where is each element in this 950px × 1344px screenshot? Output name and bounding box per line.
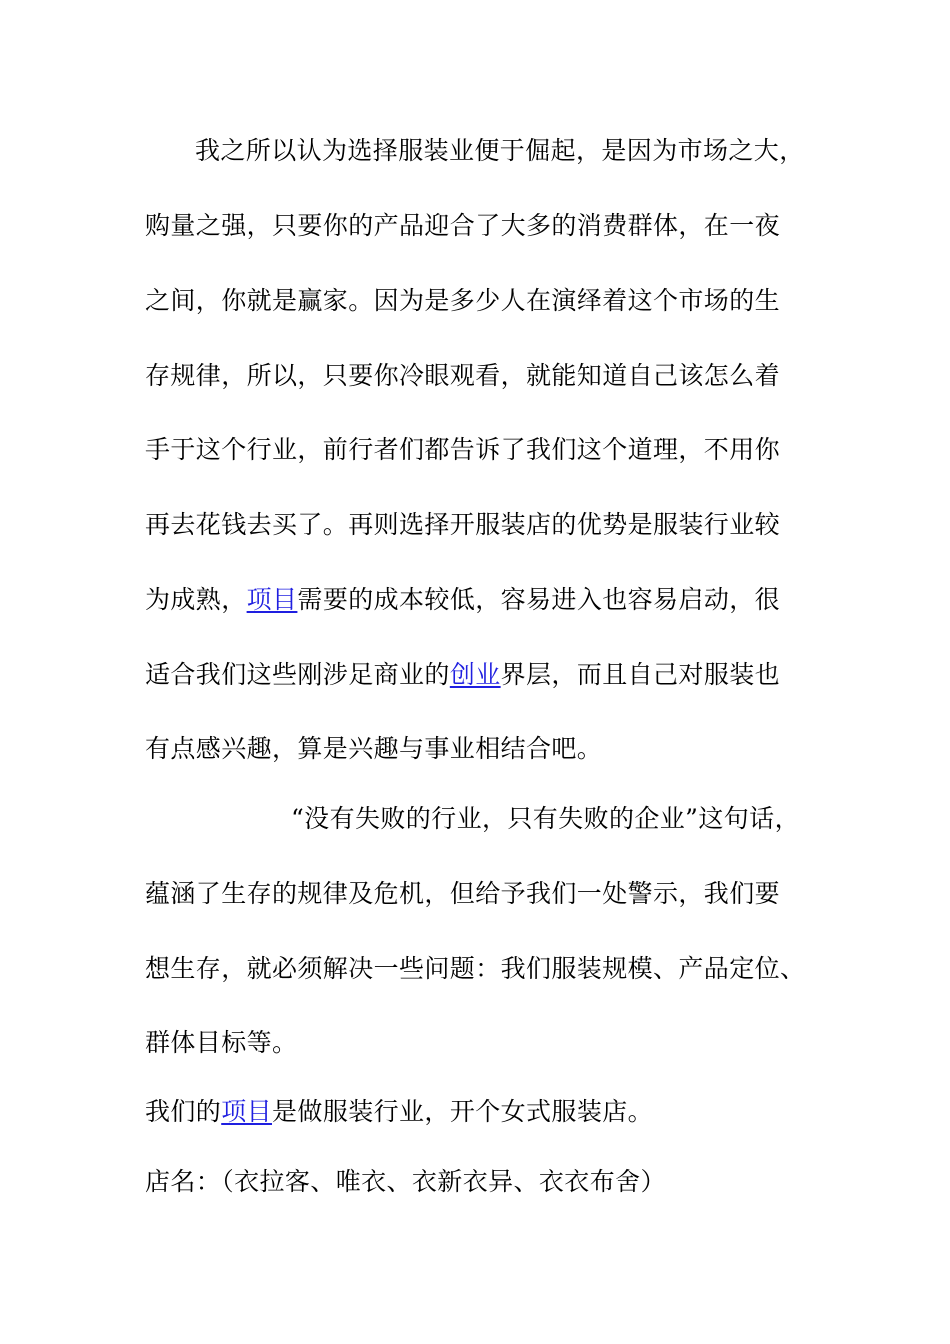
paragraph1-line5: 手于这个行业，前行者们都告诉了我们这个道理，不用你: [145, 435, 781, 464]
project-line-after: 是做服装行业，开个女式服装店。: [272, 1097, 654, 1126]
paragraph1-line6: 再去花钱去买了。再则选择开服装店的优势是服装行业较: [145, 510, 781, 539]
paragraph1-line3: 之间，你就是赢家。因为是多少人在演绎着这个市场的生: [145, 286, 781, 315]
paragraph2-line3: 想生存，就必须解决一些问题：我们服装规模、产品定位、: [145, 954, 806, 983]
paragraph1-line9: 有点感兴趣，算是兴趣与事业相结合吧。: [145, 734, 603, 763]
line7-text-before: 为成熟，: [145, 585, 247, 614]
paragraph1-line1: 我之所以认为选择服装业便于倔起，是因为市场之大，: [195, 136, 805, 165]
paragraph2-line1: “没有失败的行业，只有失败的企业”这句话，: [291, 804, 800, 833]
paragraph1-line7: [145, 585, 780, 615]
paragraph2-line2: 蕴涵了生存的规律及危机，但给予我们一处警示，我们要: [145, 879, 781, 908]
store-name-line: 店名：（衣拉客、唯衣、衣新衣异、衣衣布舍）: [145, 1167, 666, 1196]
paragraph1-line8: [145, 660, 780, 690]
entrepreneurship-link[interactable]: 创业: [449, 660, 501, 689]
line8-text-after: 界层，而且自己对服装也: [500, 660, 781, 689]
paragraph1-line4: 存规律，所以，只要你冷眼观看，就能知道自己该怎么着: [145, 361, 781, 390]
project-line-before: 我们的: [145, 1097, 222, 1126]
paragraph2-line4: 群体目标等。: [145, 1028, 298, 1057]
project-link-2[interactable]: 项目: [221, 1097, 273, 1126]
paragraph1-line2: 购量之强，只要你的产品迎合了大多的消费群体，在一夜: [145, 211, 781, 240]
project-link[interactable]: 项目: [246, 585, 298, 614]
line8-text-before: 适合我们这些刚涉足商业的: [145, 660, 450, 689]
project-line: [145, 1097, 653, 1127]
line7-text-after: 需要的成本较低，容易进入也容易启动，很: [297, 585, 781, 614]
